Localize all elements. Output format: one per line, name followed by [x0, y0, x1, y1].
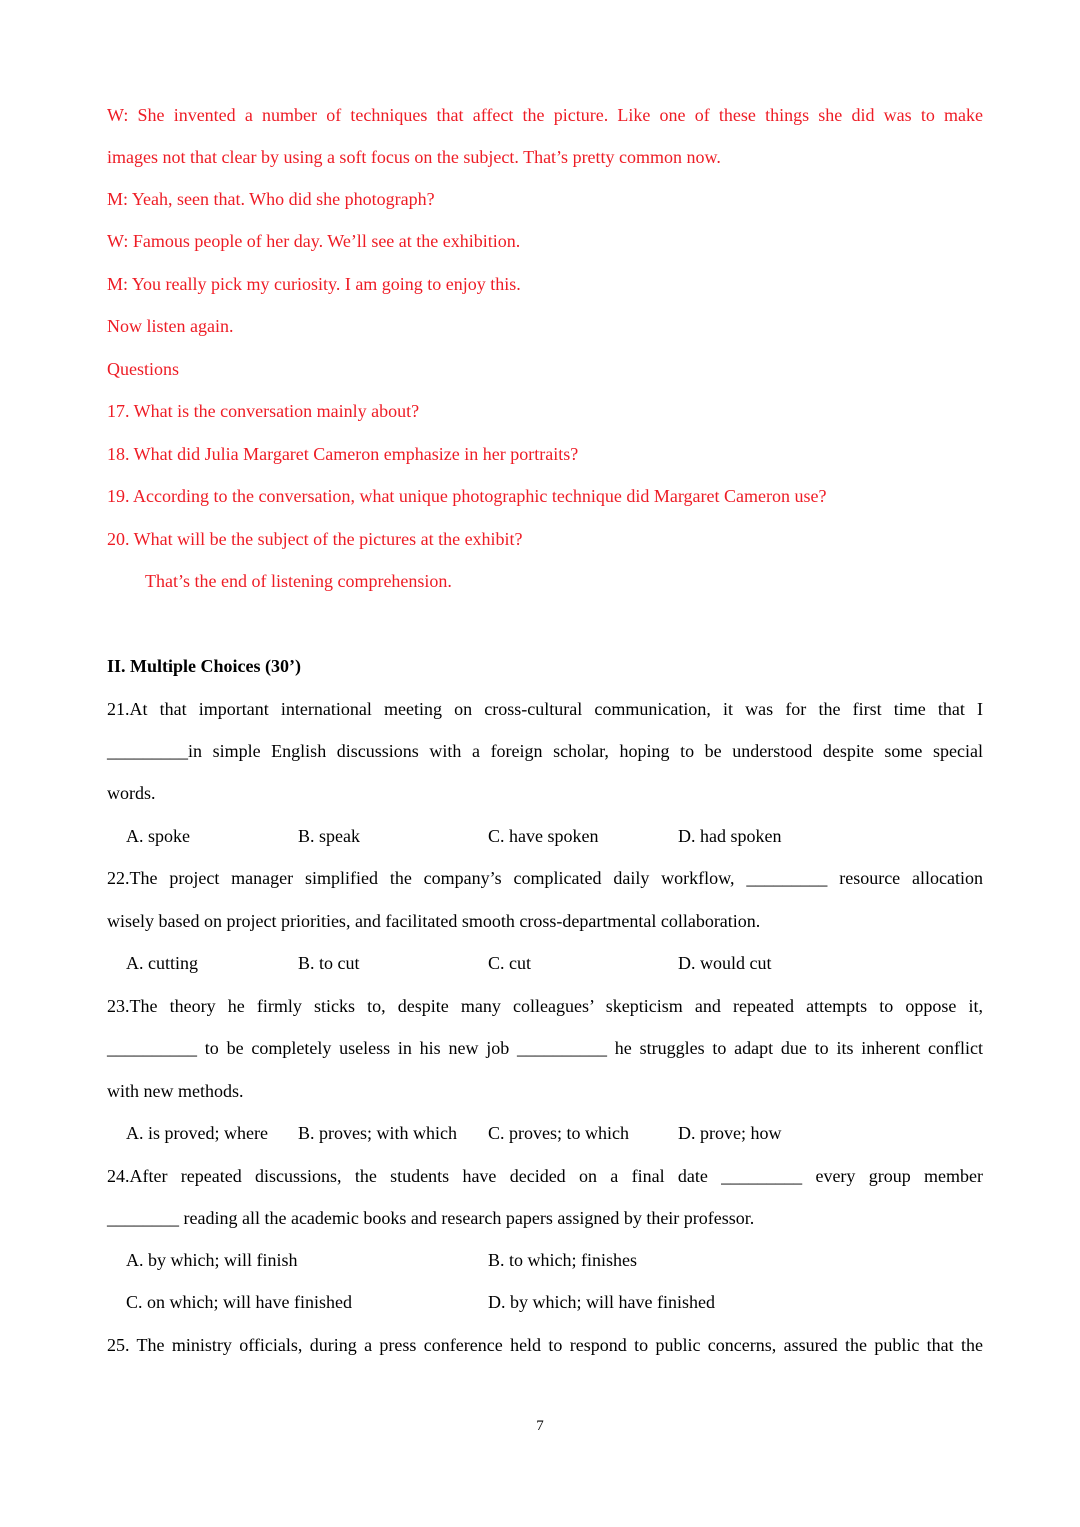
option-c: C. proves; to which: [488, 1123, 629, 1143]
question-text: 25. The ministry officials, during a press conference held to respond to public concerns, assured the public that the: [107, 1335, 983, 1355]
option-a: A. cutting: [126, 953, 198, 973]
option-d: D. had spoken: [678, 826, 782, 846]
page-number: 7: [536, 1418, 544, 1434]
transcript-line: images not that clear by using a soft focus on the subject. That’s pretty common now.: [107, 147, 721, 167]
listening-question: 20. What will be the subject of the pictures at the exhibit?: [107, 529, 523, 549]
option-a: A. by which; will finish: [126, 1250, 298, 1270]
question-text: 24.After repeated discussions, the students have decided on a final date _________ every group member: [107, 1166, 983, 1186]
option-d: D. would cut: [678, 953, 772, 973]
option-a: A. spoke: [126, 826, 190, 846]
questions-label: Questions: [107, 359, 179, 379]
option-d: D. prove; how: [678, 1123, 782, 1143]
option-b: B. to which; finishes: [488, 1250, 637, 1270]
option-b: B. to cut: [298, 953, 360, 973]
listening-question: 18. What did Julia Margaret Cameron emphasize in her portraits?: [107, 444, 579, 464]
section-heading: II. Multiple Choices (30’): [107, 656, 301, 676]
listening-end-note: That’s the end of listening comprehension.: [145, 571, 452, 591]
question-text: ________ reading all the academic books and research papers assigned by their professor.: [107, 1208, 755, 1228]
question-text: 21.At that important international meeting on cross-cultural communication, it was for the first time that I: [107, 699, 983, 719]
option-d: D. by which; will have finished: [488, 1292, 715, 1312]
option-b: B. speak: [298, 826, 360, 846]
question-text: with new methods.: [107, 1081, 244, 1101]
transcript-line: W: She invented a number of techniques that affect the picture. Like one of these things she did was to make: [107, 105, 983, 125]
question-text: 23.The theory he firmly sticks to, despite many colleagues’ skepticism and repeated attempts to oppose it,: [107, 996, 983, 1016]
transcript-line: Now listen again.: [107, 316, 234, 336]
question-text: _________in simple English discussions with a foreign scholar, hoping to be understood despite some special: [107, 741, 983, 761]
transcript-line: W: Famous people of her day. We’ll see at the exhibition.: [107, 231, 521, 251]
question-text: __________ to be completely useless in his new job __________ he struggles to adapt due to its inherent conflict: [107, 1038, 983, 1058]
listening-question: 17. What is the conversation mainly about?: [107, 401, 420, 421]
listening-question: 19. According to the conversation, what unique photographic technique did Margaret Cameron use?: [107, 486, 827, 506]
transcript-line: M: Yeah, seen that. Who did she photograph?: [107, 189, 435, 209]
question-text: 22.The project manager simplified the company’s complicated daily workflow, _________ resource allocation: [107, 868, 983, 888]
option-a: A. is proved; where: [126, 1123, 268, 1143]
option-c: C. cut: [488, 953, 531, 973]
question-text: words.: [107, 783, 156, 803]
transcript-line: M: You really pick my curiosity. I am going to enjoy this.: [107, 274, 521, 294]
question-text: wisely based on project priorities, and facilitated smooth cross-departmental collaboration.: [107, 911, 761, 931]
option-c: C. have spoken: [488, 826, 599, 846]
option-c: C. on which; will have finished: [126, 1292, 352, 1312]
option-b: B. proves; with which: [298, 1123, 457, 1143]
